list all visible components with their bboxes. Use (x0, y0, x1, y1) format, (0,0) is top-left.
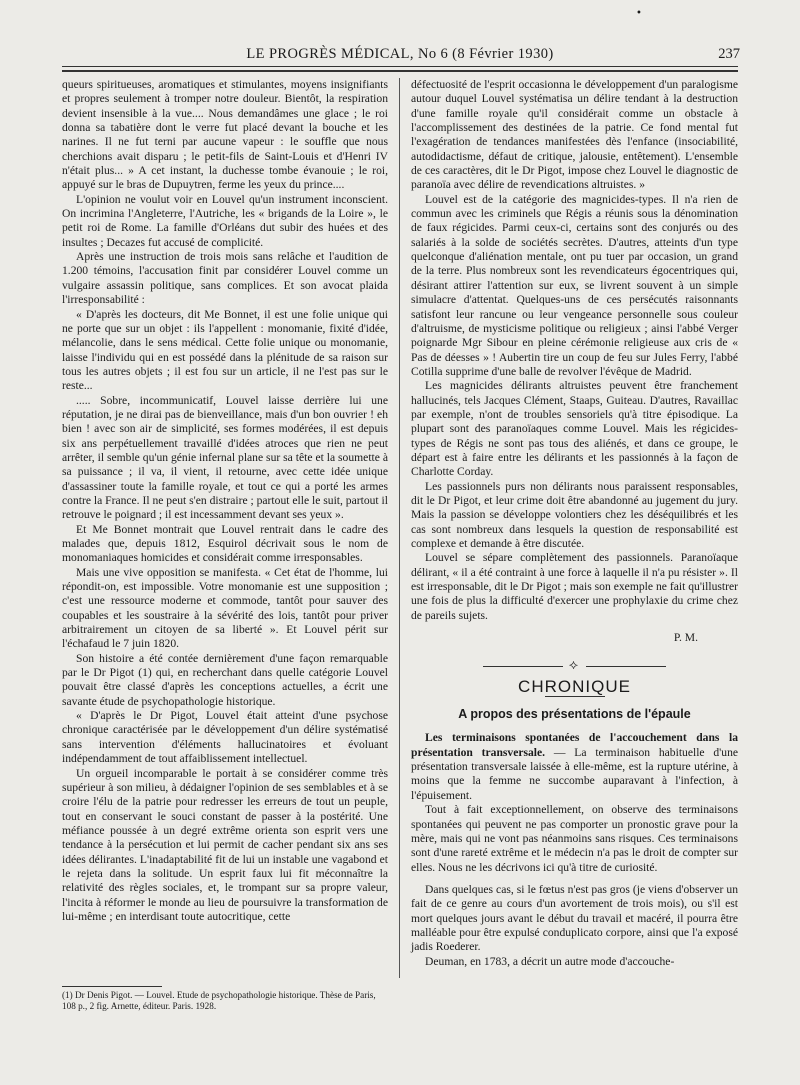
paragraph: Deuman, en 1783, a décrit un autre mode d'accouche- (425, 954, 675, 968)
right-column (411, 78, 738, 969)
paragraph: Louvel se sépare complètement des passionnels. Paranoïaque délirant, « il a été contraint à une force à laquelle il n'a pu résister ». Il est irresponsable, dit le Dr Pigot ; mais son exemple ne fait qu'illustrer une fois de plus la difficulté d'exercer une prophylaxie du crime chez de pareils sujets. (411, 551, 738, 622)
paragraph: défectuosité de l'esprit occasionna le développement d'un paralogisme autour duquel Louvel systématisa un délire tendant à la destruction d'une famille royale qu'il considérait comme un obstacle à l'accomplissement des destinées de la patrie. Ce fond mental fut l'exagération de tendances manifestées dès l'enfance (insociabilité, autodidactisme, défaut de critique, jalousie, entêtement). L'ensemble de ces caractères, dit le Dr Pigot, impose chez Louvel le diagnostic de paranoïa avec délire de revendications altruistes. » (411, 78, 738, 192)
paragraph: Dans quelques cas, si le fœtus n'est pas gros (je viens d'observer un fait de ce genre au cours d'un avortement de trois mois), ou s'il est mort quelques jours avant le début du travail et macéré, il pourra être malléable pour être expulsé conduplicato corpore, ainsi que l'a exposé jadis Roederer. (411, 882, 738, 954)
speck: • (636, 8, 642, 19)
paragraph: L'opinion ne voulut voir en Louvel qu'un instrument inconscient. On incrimina l'Angleterre, l'Autriche, les « brigands de la Loire », le petit roi de Rome. La famille d'Orléans dut subir des huées et des insultes ; Decazes fut accusé de complicité. (62, 192, 388, 249)
section-heading: CHRONIQUE (518, 676, 631, 696)
paragraph: Tout à fait exceptionnellement, on observe des terminaisons spontanées qui peuvent ne pas comporter un pronostic grave pour la mère, mais qui ne vont pas néanmoins sans risques. Ces terminaisons sont d'une rareté extrême et le médecin n'a pas le droit de compter sur elles. Nous ne les décrivons ici qu'à titre de curiosité. (411, 803, 738, 874)
paragraph-lead: Les terminaisons spontanées de l'accouchement dans la présentation transversale. (411, 731, 738, 759)
paragraph: « D'après le Dr Pigot, Louvel était atteint d'une psychose chronique caractérisée par le développement d'un délire systématisé sans intervention d'éléments hallucinatoires et évoluant indépendamment de tout affaiblissement intellectuel. (62, 709, 388, 766)
running-header (60, 46, 740, 68)
footnote: (1) Dr Denis Pigot. — Louvel. Etude de psychopathologie historique. Thèse de Paris, 108 p., 2 fig. Arnette, éditeur. Paris. 1928. (62, 990, 376, 1011)
paragraph: Louvel est de la catégorie des magnicides-types. Il n'a rien de commun avec les criminels que Régis a réunis sous la dénomination de faux régicides. Parmi ceux-ci, certains sont des conjurés ou des salariés à la solde de sociétés secrètes. D'autres, atteints d'un type quelconque d'aliénation mentale, ont pu tuer par occasion, un grand de la terre. Plus nombreux sont les revendicateurs égocentriques qui, désirant attirer l'attention sur eux, se livrent souvent à un simple simulacre d'attentat. Quelques-uns de ces persécutés raisonnants satisfont leur rancune ou leur vengeance personnelle sous couleur d'altruisme, de mysticisme politique ou religieux ; ainsi l'abbé Verger poignarde Mgr Sibour en pleine cérémonie religieuse aux cris de « Pas de déesses » ! Aubertin tire un coup de feu sur Jules Ferry, l'abbé Cotilla supprime d'une balle de revolver l'évêque de Madrid. (411, 192, 738, 378)
paragraph: Son histoire a été contée dernièrement d'une façon remarquable par le Dr Pigot (1) qui, en recherchant dans quelle catégorie Louvel pouvait être classé d'après les conceptions actuelles, a écrit une savante étude de psychopathologie historique. (62, 651, 388, 708)
paragraph: Les magnicides délirants altruistes peuvent être franchement hallucinés, tels Jacques Clément, Staaps, Guiteau. D'autres, Ravaillac par exemple, n'ont de troubles sensoriels qu'à titre épisodique. La plupart sont des paranoïaques comme Louvel. Mais les régicides-types de Régis ne sont pas tous des aliénés, et dans ce groupe, le départ est à faire entre les délirants et les passionnés à la façon de Charlotte Corday. (411, 379, 738, 479)
page-number: 237 (718, 46, 740, 62)
paragraph: ..... Sobre, incommunicatif, Louvel laisse derrière lui une réputation, je ne dirai pas de bienveillance, mais d'un bon ouvrier ! eh bien ! avec son air de simplicité, ses formes modérées, il est depuis six ans perpétuellement travaillé d'idées atroces que rien ne peut arrêter, il semble qu'un génie infernal plane sur sa tête et la soumette à sa puissance ; il va, il vient, il retourne, avec cette idée unique d'assassiner toute la famille royale, et tout ce qui a porté les armes contre la France. Il ne peut s'en distraire ; partout elle le suit, partout il retrouve le poignard ; il est incessamment devant ses yeux ». (62, 393, 388, 522)
paragraph: Un orgueil incomparable le portait à se considérer comme très supérieur à son milieu, à dédaigner l'opinion de ses semblables et à se croire l'élu de la patrie pour redresser les erreurs de tout un peuple, tout en conservant le souci constant de passer à la postérité. Une méfiance poussée à un degré extrême orienta son esprit vers une tendance à la persécution et lui permit de cacher pendant six ans ses idées délirantes. L'inadaptabilité fit de lui un instable une vagabond et le rejeta dans la solitude. Un esprit faux lui fit méconnaître la relativité des règles sociales, et, le trompant sur sa propre valeur, l'incita à réformer le monde au lieu de poursuivre la transformation de lui-même ; en interdisant toute autocritique, cette (62, 766, 388, 923)
header-rule-thick (62, 70, 738, 72)
paragraph: « D'après les docteurs, dit Me Bonnet, il est une folie unique qui ne porte que sur un objet : ils l'appellent : monomanie, fixité d'idée, mélancolie, dans le sens médical. Cette folie unique ou monomanie, laisse l'individu qui en est possédé dans la plénitude de sa raison sur tous les autres objets ; il est fou sur un article, il ne l'est pas sur le reste... (62, 307, 388, 393)
journal-title: LE PROGRÈS MÉDICAL, No 6 (8 Février 1930) (246, 46, 554, 62)
left-column (62, 78, 388, 924)
paragraph: queurs spiritueuses, aromatiques et stimulantes, moyens insignifiants et propres seulement à tromper notre douleur. Bientôt, la respiration devient insensible à la vue.... Nous demandâmes une glace ; le roi donna sa tabatière dont le verre fut placé devant la bouche et les narines. Il ne fut terni par aucune vapeur : le souffle que nous cherchions avait disparu ; le petit-fils de Saint-Louis et d'Henri IV n'était plus... » A cet instant, la duchesse tombe évanouie ; le roi, appuyé sur le bras de Dupuytren, ferme les yeux du prince.... (62, 78, 388, 192)
paragraph: Mais une vive opposition se manifesta. « Cet état de l'homme, lui répondit-on, est impossible. Votre monomanie est une supposition ; c'est une ressource moderne et commode, tantôt pour sauver des coupables et les soustraire à la sévérité des lois, tantôt pour priver arbitrairement un citoyen de sa liberté ». Et Louvel périt sur l'échafaud le 7 juin 1820. (62, 565, 388, 651)
article-title: A propos des présentations de l'épaule (458, 707, 691, 722)
author-signature: P. M. (673, 631, 698, 645)
paragraph: Après une instruction de trois mois sans relâche et l'audition de 1.200 témoins, l'accusation finit par considérer Louvel comme un vulgaire assassin politique, sans complices. Et son avocat plaida l'irresponsabilité : (62, 250, 388, 307)
header-rule-thin (62, 66, 738, 67)
paragraph: Et Me Bonnet montrait que Louvel rentrait dans le cadre des malades que, depuis 1812, Esquirol décrivait sous le nom de monomaniaques homicides et considérait comme irresponsables. (62, 522, 388, 565)
paragraph (411, 731, 738, 803)
footnote-rule (62, 986, 162, 987)
heading-underline (545, 696, 605, 697)
paragraph-body: — La terminaison habituelle d'une présentation transversale laissée à elle-même, est la rupture utérine, à moins que la femme ne succombe auparavant à l'infection, à l'épuisement. (411, 745, 739, 802)
column-divider (399, 78, 400, 978)
paragraph: Les passionnels purs non délirants nous paraissent responsables, dit le Dr Pigot, et leur crime doit être abandonné au jugement du jury. Mais la passion se développe volontiers chez les déséquilibrés et les cas sont nombreux dans lesquels la question de responsabilité est complexe et demande à être discutée. (411, 479, 738, 550)
section-ornament: ⟡ (411, 659, 738, 673)
